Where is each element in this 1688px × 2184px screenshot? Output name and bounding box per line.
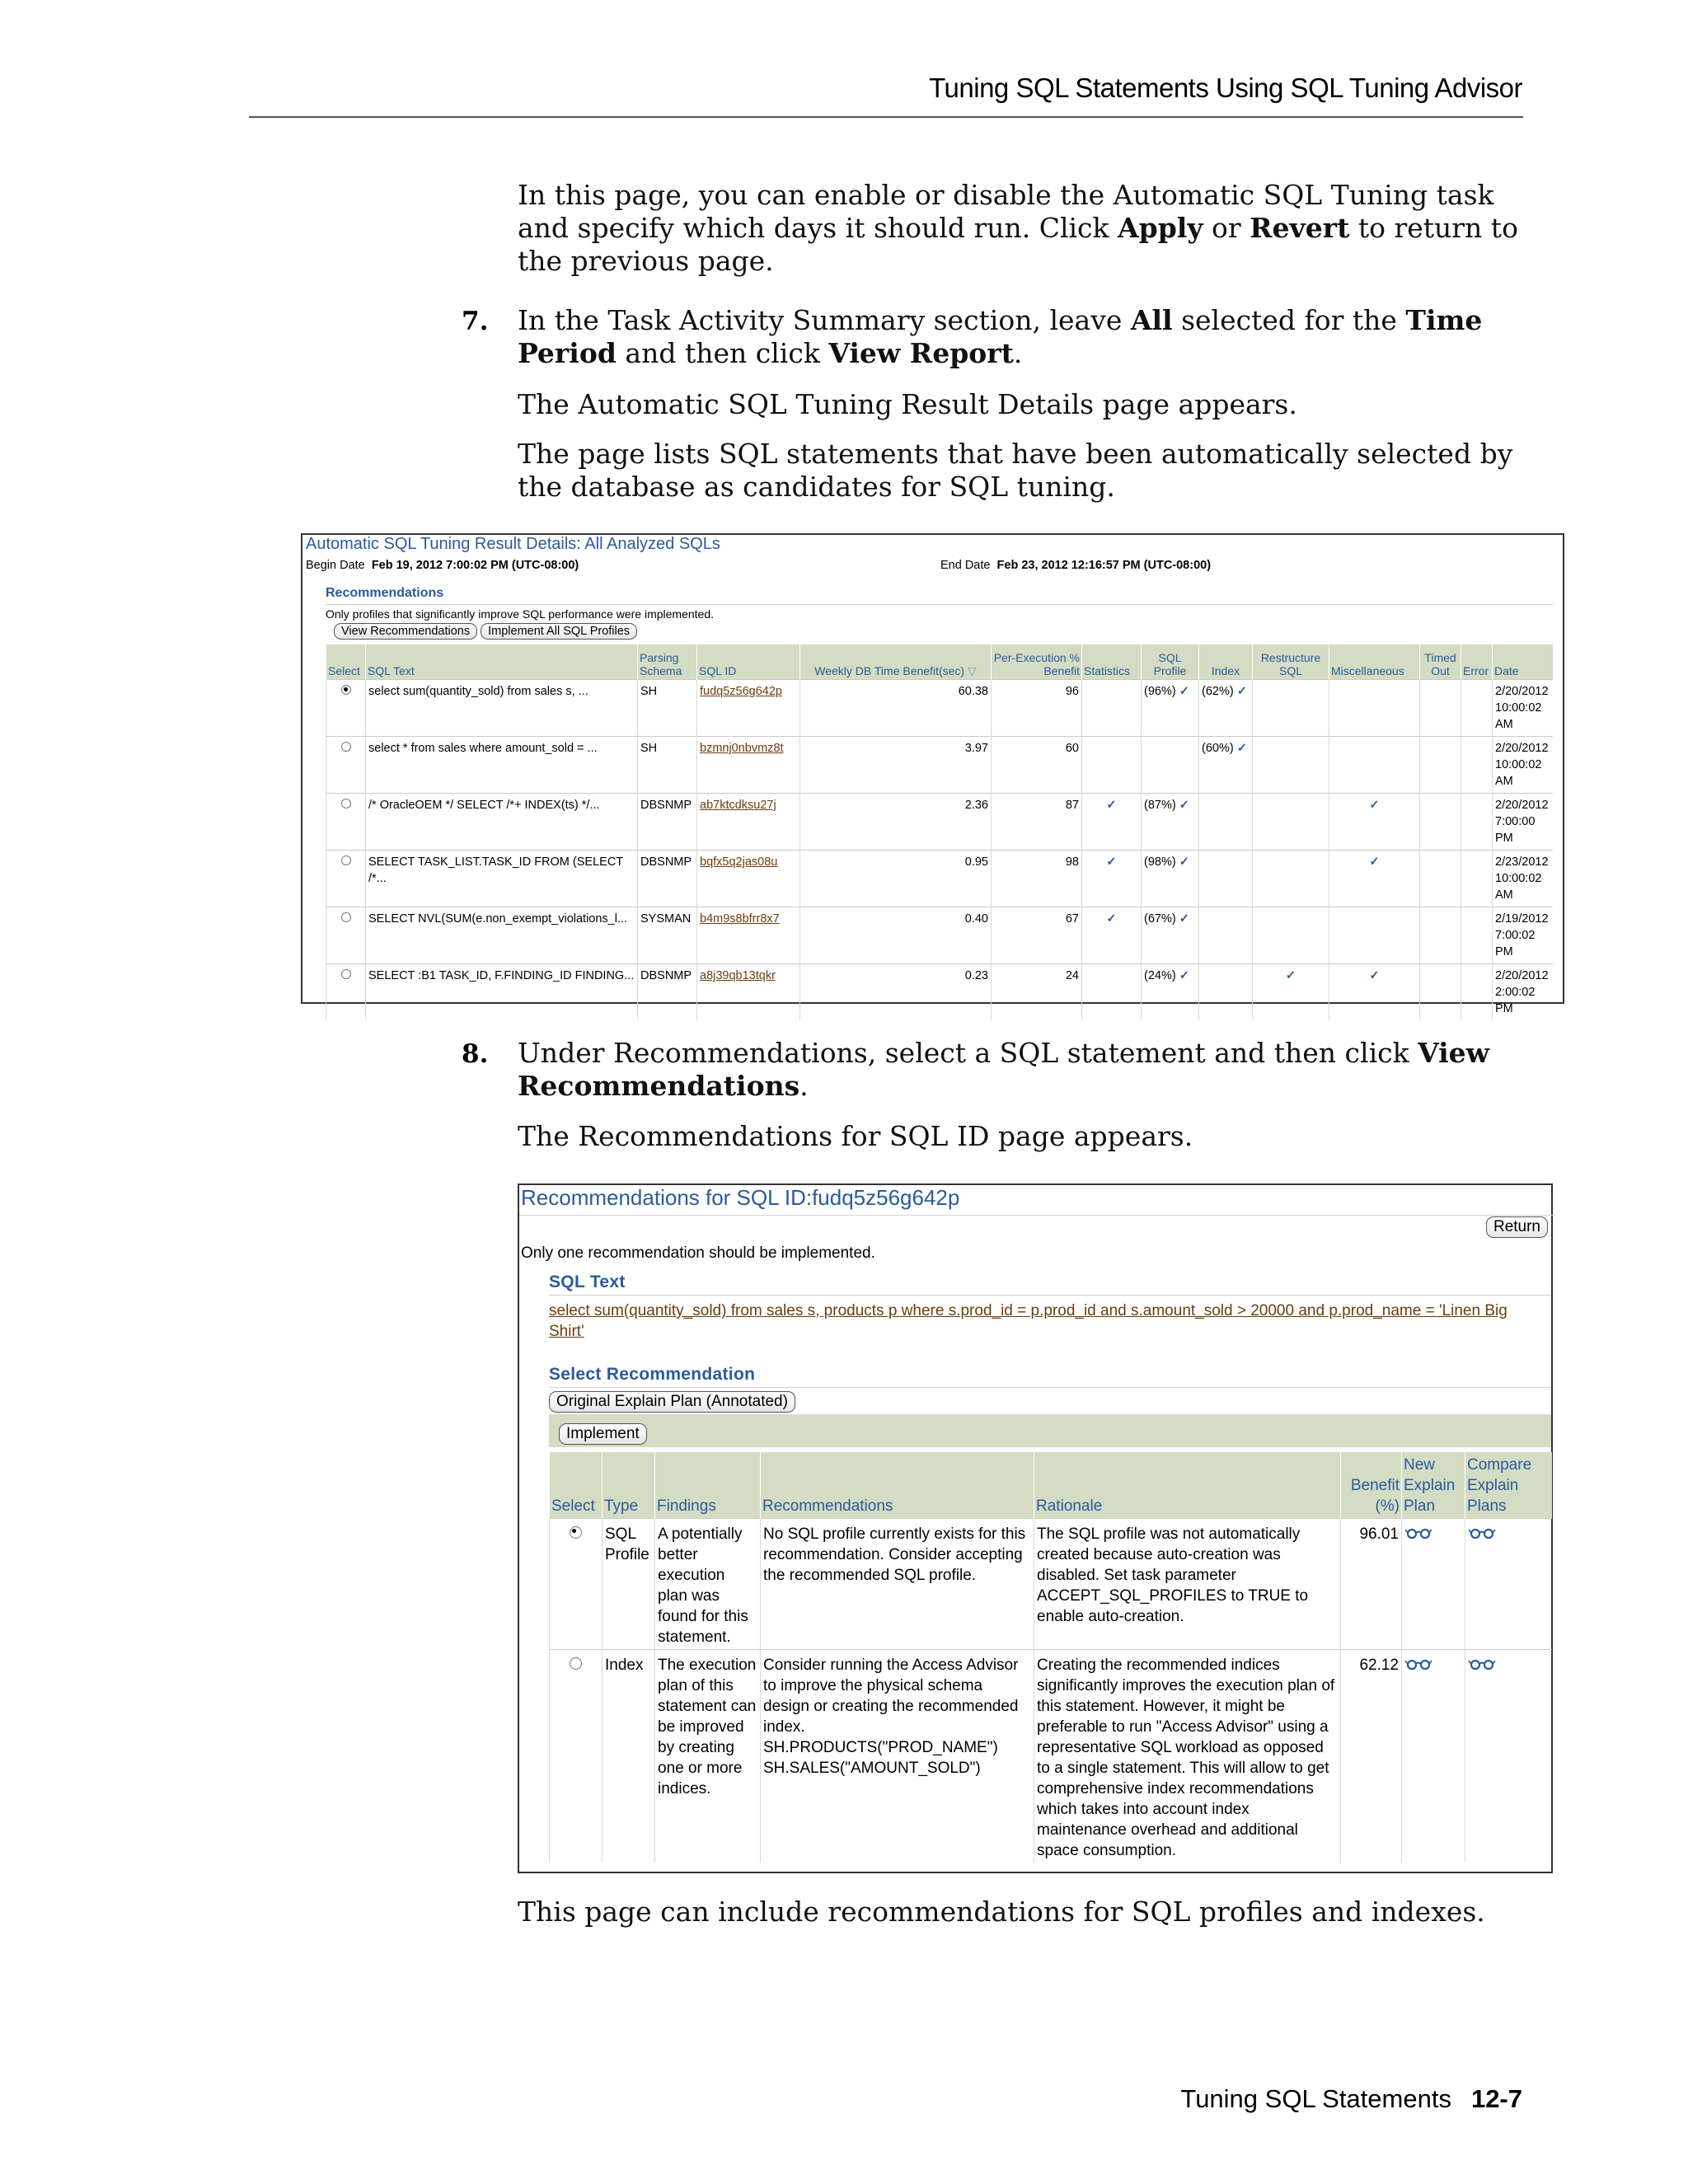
statistics-check bbox=[1082, 680, 1142, 737]
checkmark-icon: ✓ bbox=[1179, 855, 1189, 869]
col-restructure-sql: Restructure SQL bbox=[1253, 644, 1329, 680]
table-header-row bbox=[326, 644, 1553, 680]
analyzed-sql-table bbox=[326, 644, 1553, 1020]
sql-id-link[interactable]: ab7ktcdksu27j bbox=[700, 799, 776, 812]
per-exec-cell: 96 bbox=[992, 680, 1082, 737]
view-recommendations-button[interactable]: View Recommendations bbox=[334, 623, 477, 640]
checkmark-icon: ✓ bbox=[1179, 969, 1189, 982]
date-cell: 2/19/2012 7:00:02 PM bbox=[1493, 907, 1553, 964]
schema-cell: SH bbox=[638, 680, 697, 737]
recommendations-heading: Recommendations bbox=[326, 586, 444, 600]
recommendation-buttons bbox=[334, 623, 637, 640]
restructure-check bbox=[1253, 907, 1329, 964]
step-7-description: The page lists SQL statements that have been automatically selected by the database as candidates for SQL tuning. bbox=[518, 438, 1513, 503]
step-7-text: In the Task Activity Summary section, leave All selected for the Time Period and then click View Report. bbox=[518, 304, 1483, 369]
col-type: Type bbox=[603, 1452, 655, 1519]
per-exec-cell: 67 bbox=[992, 907, 1082, 964]
statistics-check: ✓ bbox=[1082, 851, 1142, 907]
sort-descending-icon: ▽ bbox=[967, 664, 977, 677]
sql-text-cell: SELECT :B1 TASK_ID, F.FINDING_ID FINDING... bbox=[366, 964, 638, 1021]
select-recommendation-heading: Select Recommendation bbox=[549, 1365, 756, 1384]
table-row bbox=[550, 1650, 1552, 1863]
findings-cell: The execution plan of this statement can be improved by creating one or more indices. bbox=[655, 1650, 761, 1863]
restructure-check bbox=[1253, 737, 1329, 794]
recommendation-table bbox=[549, 1452, 1552, 1863]
restructure-check: ✓ bbox=[1253, 964, 1329, 1021]
step-7-result: The Automatic SQL Tuning Result Details page appears. bbox=[518, 388, 1297, 420]
weekly-benefit-cell: 3.97 bbox=[800, 737, 992, 794]
schema-cell: SH bbox=[638, 737, 697, 794]
index-benefit bbox=[1199, 794, 1253, 851]
misc-check: ✓ bbox=[1329, 964, 1420, 1021]
col-parsing-schema: Parsing Schema bbox=[638, 644, 697, 680]
row-radio[interactable] bbox=[570, 1526, 582, 1539]
table-row bbox=[326, 851, 1553, 907]
rationale-cell: Creating the recommended indices significantly improves the execution plan of this statement. However, it might be preferable to run "Access Advisor" using a representative SQL workload as opposed to a single statement. This will allow to get comprehensive index recommendations which takes into account index maintenance overhead and additional space consumption. bbox=[1034, 1650, 1341, 1863]
type-cell: SQL Profile bbox=[603, 1519, 655, 1650]
col-compare-explain-plans: Compare Explain Plans bbox=[1465, 1452, 1552, 1519]
profile-benefit bbox=[1142, 737, 1199, 794]
sql-id-link[interactable]: bzmnj0nbvmz8t bbox=[700, 742, 784, 755]
index-benefit: (60%) bbox=[1202, 742, 1234, 755]
recommendation-cell: No SQL profile currently exists for this recommendation. Consider accepting the recommended SQL profile. bbox=[761, 1519, 1034, 1650]
sql-text-heading: SQL Text bbox=[549, 1272, 626, 1291]
checkmark-icon: ✓ bbox=[1179, 685, 1189, 698]
sql-text-cell: /* OracleOEM */ SELECT /*+ INDEX(ts) */... bbox=[366, 794, 638, 851]
sql-text-link[interactable]: select sum(quantity_sold) from sales s, products p where s.prod_id = p.prod_id and s.amount_sold > 20000 and p.prod_name = 'Linen Big Shirt' bbox=[549, 1302, 1507, 1340]
index-benefit bbox=[1199, 851, 1253, 907]
weekly-benefit-cell: 60.38 bbox=[800, 680, 992, 737]
profile-benefit: (98%) bbox=[1144, 855, 1176, 869]
intro-paragraph: In this page, you can enable or disable the Automatic SQL Tuning task and specify which days it should run. Click Apply or Revert to return to the previous page. bbox=[518, 179, 1518, 277]
benefit-cell: 62.12 bbox=[1341, 1650, 1402, 1863]
statistics-check: ✓ bbox=[1082, 794, 1142, 851]
result-details-title: Automatic SQL Tuning Result Details: All Analyzed SQLs bbox=[306, 535, 720, 553]
col-error: Error bbox=[1461, 644, 1493, 680]
schema-cell: SYSMAN bbox=[638, 907, 697, 964]
sql-id-link[interactable]: bqfx5q2jas08u bbox=[700, 855, 778, 869]
col-rationale: Rationale bbox=[1034, 1452, 1341, 1519]
running-header: Tuning SQL Statements Using SQL Tuning Advisor bbox=[929, 73, 1522, 103]
table-row bbox=[326, 907, 1553, 964]
schema-cell: DBSNMP bbox=[638, 964, 697, 1021]
schema-cell: DBSNMP bbox=[638, 851, 697, 907]
original-explain-plan-button[interactable]: Original Explain Plan (Annotated) bbox=[549, 1391, 795, 1413]
profile-benefit: (24%) bbox=[1144, 969, 1176, 982]
findings-cell: A potentially better execution plan was found for this statement. bbox=[655, 1519, 761, 1650]
glasses-icon[interactable] bbox=[1468, 1655, 1496, 1675]
col-recommendations: Recommendations bbox=[761, 1452, 1034, 1519]
return-button[interactable]: Return bbox=[1486, 1216, 1548, 1238]
one-recommendation-note: Only one recommendation should be implemented. bbox=[521, 1244, 875, 1262]
schema-cell: DBSNMP bbox=[638, 794, 697, 851]
statistics-check: ✓ bbox=[1082, 907, 1142, 964]
glasses-icon[interactable] bbox=[1468, 1524, 1496, 1544]
index-benefit bbox=[1199, 964, 1253, 1021]
col-select: Select bbox=[550, 1452, 603, 1519]
row-radio[interactable] bbox=[341, 912, 351, 922]
glasses-icon[interactable] bbox=[1404, 1655, 1432, 1675]
implement-all-profiles-button[interactable]: Implement All SQL Profiles bbox=[481, 623, 637, 640]
col-select: Select bbox=[326, 644, 366, 680]
type-cell: Index bbox=[603, 1650, 655, 1863]
implemented-note: Only profiles that significantly improve SQL performance were implemented. bbox=[326, 607, 715, 621]
page-number: 12-7 bbox=[1470, 2084, 1522, 2113]
profile-benefit: (96%) bbox=[1144, 685, 1176, 698]
misc-check bbox=[1329, 680, 1420, 737]
heading-rule bbox=[549, 1295, 1551, 1296]
sql-id-link[interactable]: a8j39qb13tqkr bbox=[700, 969, 776, 982]
profile-benefit: (67%) bbox=[1144, 912, 1176, 926]
header-rule bbox=[249, 116, 1523, 118]
footer-section: Tuning SQL Statements bbox=[1180, 2084, 1451, 2113]
date-range: Begin Date Feb 19, 2012 7:00:02 PM (UTC-08:00) End Date Feb 23, 2012 12:16:57 PM (UTC-08:00) bbox=[306, 559, 1212, 572]
table-row bbox=[326, 794, 1553, 851]
col-benefit: Benefit (%) bbox=[1341, 1452, 1402, 1519]
table-header-row bbox=[550, 1452, 1552, 1519]
profile-benefit: (87%) bbox=[1144, 799, 1176, 812]
date-cell: 2/23/2012 10:00:02 AM bbox=[1493, 851, 1553, 907]
step-8-number: 8. bbox=[462, 1039, 489, 1069]
checkmark-icon: ✓ bbox=[1236, 685, 1247, 698]
col-per-execution-benefit: Per-Execution % Benefit bbox=[992, 644, 1082, 680]
statistics-check bbox=[1082, 964, 1142, 1021]
restructure-check bbox=[1253, 680, 1329, 737]
checkmark-icon: ✓ bbox=[1179, 912, 1189, 926]
closing-paragraph: This page can include recommendations for SQL profiles and indexes. bbox=[518, 1896, 1485, 1928]
heading-rule bbox=[549, 1387, 1551, 1388]
col-sql-text: SQL Text bbox=[366, 644, 638, 680]
col-sql-id: SQL ID bbox=[697, 644, 800, 680]
statistics-check bbox=[1082, 737, 1142, 794]
col-index: Index bbox=[1199, 644, 1253, 680]
row-radio[interactable] bbox=[341, 685, 351, 695]
table-row bbox=[326, 964, 1553, 1021]
per-exec-cell: 87 bbox=[992, 794, 1082, 851]
index-benefit: (62%) bbox=[1202, 685, 1234, 698]
button-bar bbox=[549, 1414, 1551, 1447]
restructure-check bbox=[1253, 851, 1329, 907]
sql-text-cell: select * from sales where amount_sold = ... bbox=[366, 737, 638, 794]
recommendation-cell: Consider running the Access Advisor to improve the physical schema design or creating the recommended index. SH.PRODUCTS("PROD_NAME") SH.SALES("AMOUNT_SOLD") bbox=[761, 1650, 1034, 1863]
checkmark-icon: ✓ bbox=[1236, 742, 1247, 755]
sql-text-cell: select sum(quantity_sold) from sales s, ... bbox=[366, 680, 638, 737]
row-radio[interactable] bbox=[570, 1657, 582, 1670]
section-divider bbox=[326, 604, 1554, 605]
sql-text-cell: SELECT TASK_LIST.TASK_ID FROM (SELECT /*... bbox=[366, 851, 638, 907]
misc-check: ✓ bbox=[1329, 851, 1420, 907]
per-exec-cell: 60 bbox=[992, 737, 1082, 794]
row-radio[interactable] bbox=[341, 742, 351, 752]
title-rule bbox=[519, 1215, 1554, 1216]
sql-id-link[interactable]: b4m9s8bfrr8x7 bbox=[700, 912, 780, 926]
row-radio[interactable] bbox=[341, 855, 351, 865]
col-date: Date bbox=[1493, 644, 1553, 680]
benefit-cell: 96.01 bbox=[1341, 1519, 1402, 1650]
weekly-benefit-cell: 2.36 bbox=[800, 794, 992, 851]
col-new-explain-plan: New Explain Plan bbox=[1402, 1452, 1465, 1519]
weekly-benefit-cell: 0.95 bbox=[800, 851, 992, 907]
step-8-result: The Recommendations for SQL ID page appears. bbox=[518, 1120, 1193, 1152]
col-statistics: Statistics bbox=[1082, 644, 1142, 680]
per-exec-cell: 24 bbox=[992, 964, 1082, 1021]
step-7-number: 7. bbox=[462, 307, 489, 336]
page-footer bbox=[1180, 2084, 1522, 2114]
sql-id-link[interactable]: fudq5z56g642p bbox=[700, 685, 782, 698]
misc-check bbox=[1329, 907, 1420, 964]
index-benefit bbox=[1199, 907, 1253, 964]
glasses-icon[interactable] bbox=[1404, 1524, 1432, 1544]
recommendations-screenshot bbox=[518, 1183, 1553, 1873]
rationale-cell: The SQL profile was not automatically created because auto-creation was disabled. Set task parameter ACCEPT_SQL_PROFILES to TRUE to enable auto-creation. bbox=[1034, 1519, 1341, 1650]
implement-button[interactable]: Implement bbox=[559, 1423, 647, 1445]
step-8-text: Under Recommendations, select a SQL statement and then click View Recommendations. bbox=[518, 1037, 1490, 1102]
weekly-benefit-cell: 0.23 bbox=[800, 964, 992, 1021]
col-timed-out: Timed Out bbox=[1420, 644, 1461, 680]
misc-check: ✓ bbox=[1329, 794, 1420, 851]
date-cell: 2/20/2012 10:00:02 AM bbox=[1493, 680, 1553, 737]
sql-text-cell: SELECT NVL(SUM(e.non_exempt_violations_l... bbox=[366, 907, 638, 964]
recommendations-title: Recommendations for SQL ID:fudq5z56g642p bbox=[521, 1185, 960, 1210]
col-sql-profile: SQL Profile bbox=[1142, 644, 1199, 680]
restructure-check bbox=[1253, 794, 1329, 851]
col-findings: Findings bbox=[655, 1452, 761, 1519]
col-miscellaneous: Miscellaneous bbox=[1329, 644, 1420, 680]
date-cell: 2/20/2012 10:00:02 AM bbox=[1493, 737, 1553, 794]
table-row bbox=[550, 1519, 1552, 1650]
misc-check bbox=[1329, 737, 1420, 794]
row-radio[interactable] bbox=[341, 799, 351, 808]
result-details-screenshot bbox=[301, 533, 1564, 1015]
col-weekly-benefit[interactable]: Weekly DB Time Benefit(sec) ▽ bbox=[800, 644, 992, 680]
table-row bbox=[326, 737, 1553, 794]
per-exec-cell: 98 bbox=[992, 851, 1082, 907]
table-row bbox=[326, 680, 1553, 737]
row-radio[interactable] bbox=[341, 969, 351, 979]
date-cell: 2/20/2012 2:00:02 PM bbox=[1493, 964, 1553, 1021]
date-cell: 2/20/2012 7:00:00 PM bbox=[1493, 794, 1553, 851]
checkmark-icon: ✓ bbox=[1179, 799, 1189, 812]
weekly-benefit-cell: 0.40 bbox=[800, 907, 992, 964]
